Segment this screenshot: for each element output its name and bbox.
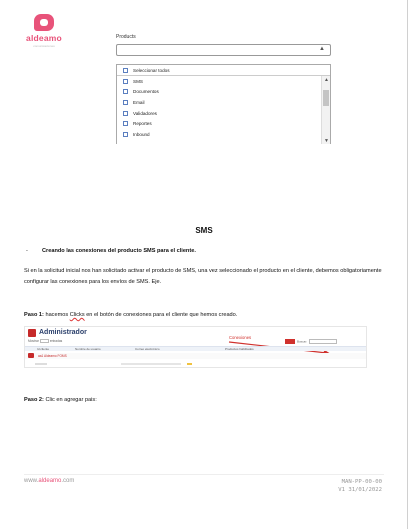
option-label: Inbound — [133, 131, 150, 137]
scroll-down-icon[interactable]: ▼ — [324, 138, 329, 144]
bullet-item — [26, 248, 196, 254]
client-icon — [28, 353, 34, 358]
logo-mark-icon — [34, 14, 54, 31]
footer-divider — [24, 474, 384, 475]
table-row — [25, 353, 367, 359]
step-2 — [24, 397, 97, 403]
checkbox[interactable] — [123, 111, 128, 116]
footer-doc-code — [338, 478, 382, 494]
select-all-label: Seleccionar todos — [133, 67, 170, 73]
aldeamo-logo — [22, 14, 66, 48]
misspelled-word: Clicks — [69, 312, 85, 318]
list-scrollbar[interactable] — [321, 76, 330, 144]
client-name: aa1 Aldeamo FOMS — [38, 353, 67, 358]
checkbox[interactable] — [123, 68, 128, 73]
option-label: Email — [133, 99, 145, 105]
bullet-dash: - — [26, 248, 28, 254]
annotation-label: Conexiones — [229, 335, 252, 340]
step-1 — [24, 312, 237, 318]
entries-control: Mostrar entradas — [28, 339, 63, 343]
table-header: Id cliente Nombre de usuario Correo electrónico Productos habilitados — [25, 346, 367, 351]
chevron-up-icon: ▲ — [319, 46, 325, 52]
bullet-text: Creando las conexiones del producto SMS para el cliente. — [42, 248, 196, 254]
option-label: SMS — [133, 78, 143, 84]
scroll-thumb[interactable] — [323, 90, 329, 106]
embedded-screenshot — [24, 326, 367, 368]
product-option-reportes[interactable] — [117, 118, 330, 129]
step-1-text-before: hacemos — [43, 312, 70, 318]
step-2-text: Clic en agregar pais: — [43, 397, 97, 403]
step-2-label: Paso 2: — [24, 397, 44, 403]
product-option-inbound[interactable] — [117, 129, 330, 140]
products-widget — [116, 34, 331, 144]
logo-tagline: comunicaciones — [33, 44, 55, 48]
section-heading: SMS — [195, 226, 213, 235]
product-option-email[interactable] — [117, 97, 330, 108]
option-label: Documentos — [133, 89, 159, 95]
step-1-text-after: en el botón de conexiones para el cliente que hemos creado. — [84, 312, 238, 318]
products-list — [116, 64, 331, 144]
checkbox[interactable] — [123, 121, 128, 126]
option-label: Reportes — [133, 121, 152, 127]
products-label: Products — [116, 34, 136, 40]
logo-brand: aldeamo — [26, 33, 62, 43]
product-option-documentos[interactable] — [117, 87, 330, 98]
option-label: Validadores — [133, 110, 157, 116]
admin-logo-icon — [28, 329, 36, 337]
intro-paragraph: Si en la solicitud inicial nos han solicitado activar el producto de SMS, una vez seleccionado el producto en el cliente, debemos obligatoriamente configurar las conexiones para los envíos de SMS. Eje. — [24, 268, 382, 285]
checkbox[interactable] — [123, 100, 128, 105]
search-control: Buscar: — [285, 339, 337, 344]
select-all-option[interactable] — [117, 65, 330, 76]
admin-title: Administrador — [39, 329, 87, 336]
checkbox[interactable] — [123, 79, 128, 84]
doc-code: MAN-PP-00-00 — [341, 479, 382, 485]
checkbox[interactable] — [123, 89, 128, 94]
scroll-up-icon[interactable]: ▲ — [324, 77, 329, 83]
footer-website[interactable]: www.aldeamo.com — [24, 478, 75, 484]
checkbox[interactable] — [123, 132, 128, 137]
product-option-sms[interactable] — [117, 76, 330, 87]
products-select[interactable] — [116, 44, 331, 56]
product-option-validadores[interactable] — [117, 108, 330, 119]
doc-version: V1 31/01/2022 — [338, 487, 382, 493]
table-row — [25, 361, 367, 368]
step-1-label: Paso 1: — [24, 312, 44, 318]
